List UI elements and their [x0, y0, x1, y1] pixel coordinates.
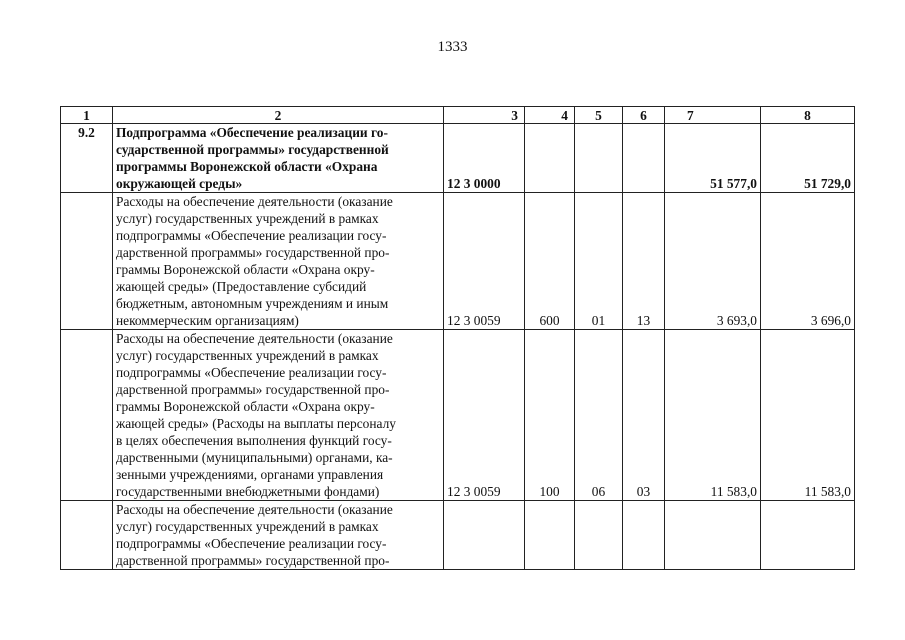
row-name — [113, 501, 444, 570]
header-cell-5: 5 — [575, 107, 623, 124]
row-amount-7 — [665, 501, 761, 570]
row-name — [113, 193, 444, 330]
name-line: услуг) государственных учреждений в рамках — [116, 519, 379, 534]
row-amount-7: 3 693,0 — [665, 193, 761, 330]
row-rz — [575, 124, 623, 193]
row-code: 12 3 0059 — [444, 330, 525, 501]
name-line: подпрограммы «Обеспечение реализации госу- — [116, 365, 387, 380]
row-name — [113, 330, 444, 501]
header-cell-1: 1 — [61, 107, 113, 124]
row-number: 9.2 — [61, 124, 113, 193]
row-rz — [575, 501, 623, 570]
name-line: дарственной программы» государственной про- — [116, 245, 390, 260]
header-cell-2: 2 — [113, 107, 444, 124]
row-name — [113, 124, 444, 193]
row-amount-7: 11 583,0 — [665, 330, 761, 501]
name-line: Расходы на обеспечение деятельности (оказание — [116, 194, 393, 209]
name-line: некоммерческим организациям) — [116, 313, 299, 328]
row-amount-8: 51 729,0 — [761, 124, 855, 193]
name-line: подпрограммы «Обеспечение реализации госу- — [116, 536, 387, 551]
budget-table — [60, 106, 855, 570]
name-line: дарственными (муниципальными) органами, ка- — [116, 450, 393, 465]
column-number-row — [61, 107, 855, 124]
name-line: бюджетным, автономным учреждениям и иным — [116, 296, 389, 311]
name-line: сударственной программы» государственной — [116, 142, 389, 157]
name-line: Подпрограмма «Обеспечение реализации го- — [116, 125, 388, 140]
row-amount-8 — [761, 501, 855, 570]
name-line: услуг) государственных учреждений в рамках — [116, 211, 379, 226]
row-amount-8: 11 583,0 — [761, 330, 855, 501]
row-rz: 01 — [575, 193, 623, 330]
table-row — [61, 193, 855, 330]
row-vr: 100 — [525, 330, 575, 501]
row-code — [444, 501, 525, 570]
row-rz: 06 — [575, 330, 623, 501]
header-cell-8: 8 — [761, 107, 855, 124]
row-vr — [525, 124, 575, 193]
name-line: граммы Воронежской области «Охрана окру- — [116, 399, 375, 414]
name-line: услуг) государственных учреждений в рамках — [116, 348, 379, 363]
name-line: жающей среды» (Предоставление субсидий — [116, 279, 367, 294]
row-pr: 13 — [623, 193, 665, 330]
table-row — [61, 124, 855, 193]
name-line: жающей среды» (Расходы на выплаты персоналу — [116, 416, 396, 431]
row-number — [61, 193, 113, 330]
name-line: государственными внебюджетными фондами) — [116, 484, 380, 499]
page-number: 1333 — [437, 39, 468, 55]
name-line: зенными учреждениями, органами управления — [116, 467, 384, 482]
name-line: дарственной программы» государственной про- — [116, 382, 390, 397]
name-line: программы Воронежской области «Охрана — [116, 159, 378, 174]
row-amount-7: 51 577,0 — [665, 124, 761, 193]
row-code: 12 3 0059 — [444, 193, 525, 330]
row-number — [61, 330, 113, 501]
header-cell-7: 7 — [665, 107, 761, 124]
header-cell-4: 4 — [525, 107, 575, 124]
header-cell-3: 3 — [444, 107, 525, 124]
name-line: подпрограммы «Обеспечение реализации госу- — [116, 228, 387, 243]
name-line: Расходы на обеспечение деятельности (оказание — [116, 502, 393, 517]
row-pr: 03 — [623, 330, 665, 501]
row-amount-8: 3 696,0 — [761, 193, 855, 330]
table-row — [61, 501, 855, 570]
name-line: граммы Воронежской области «Охрана окру- — [116, 262, 375, 277]
name-line: Расходы на обеспечение деятельности (оказание — [116, 331, 393, 346]
name-line: в целях обеспечения выполнения функций госу- — [116, 433, 392, 448]
row-pr — [623, 124, 665, 193]
name-line: дарственной программы» государственной про- — [116, 553, 390, 568]
name-line: окружающей среды» — [116, 176, 243, 191]
row-number — [61, 501, 113, 570]
row-pr — [623, 501, 665, 570]
table-row — [61, 330, 855, 501]
row-code: 12 3 0000 — [444, 124, 525, 193]
row-vr: 600 — [525, 193, 575, 330]
header-cell-6: 6 — [623, 107, 665, 124]
row-vr — [525, 501, 575, 570]
